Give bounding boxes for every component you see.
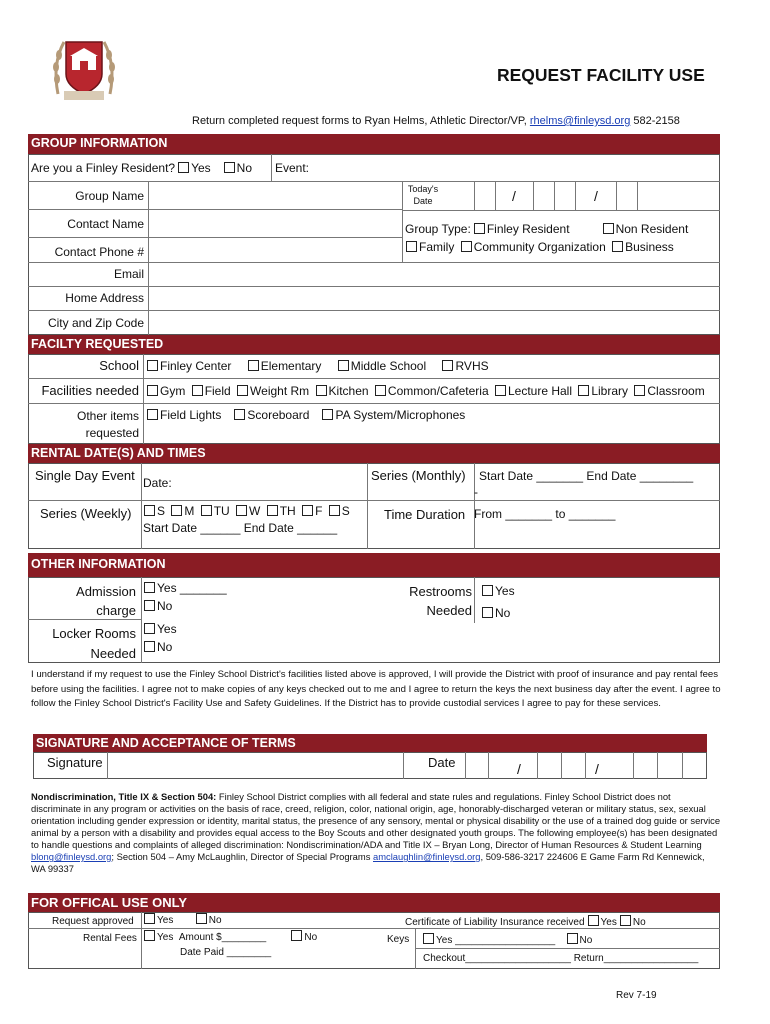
request-approved-label: Request approved: [52, 916, 134, 927]
group-name-input[interactable]: [149, 182, 402, 209]
restrooms-no: No: [479, 606, 510, 620]
series-weekly-label: Series (Weekly): [40, 506, 132, 521]
single-day-date[interactable]: Date:: [143, 476, 172, 490]
type-non-resident-checkbox[interactable]: [603, 223, 614, 234]
restrooms-yes: Yes: [479, 584, 515, 598]
resident-yes-checkbox[interactable]: [178, 162, 189, 173]
event-label: Event:: [275, 161, 310, 175]
school-options: Finley Center Elementary Middle School RVHS: [144, 359, 489, 373]
day-saturday-checkbox[interactable]: [329, 505, 340, 516]
agreement-text: I understand if my request to use the Finley School District's facilities listed above is approved, I will provide the District with proof of insurance and pay rental fees before using the facilities. I agree not to make copies of any keys checked out to me and I agree to return the keys the next business day after the event. I agree to follow the Finley School District's Facility Use and Safety Guidelines. If the District has to provide custodial services I agree to pay for these services.: [31, 669, 721, 709]
facility-cafeteria-checkbox[interactable]: [375, 385, 386, 396]
restrooms-label: Restrooms Needed: [409, 584, 472, 618]
date-paid[interactable]: Date Paid ________: [180, 947, 272, 958]
signature-date-label: Date: [428, 755, 456, 770]
section-header-other: OTHER INFORMATION: [28, 553, 720, 577]
facility-classroom-checkbox[interactable]: [634, 385, 645, 396]
rental-fees-label: Rental Fees: [83, 933, 137, 944]
contact-phone-label: Contact Phone #: [54, 245, 144, 259]
resident-question: Are you a Finley Resident? Yes No: [31, 161, 253, 175]
locker-rooms-label: Locker Rooms Needed: [52, 626, 136, 661]
contact-phone-input[interactable]: [149, 238, 402, 262]
city-zip-label: City and Zip Code: [47, 316, 144, 330]
facility-kitchen-checkbox[interactable]: [316, 385, 327, 396]
todays-date-label: Today's Date: [407, 184, 439, 206]
restrooms-no-checkbox[interactable]: [482, 607, 493, 618]
series-monthly-label: Series (Monthly): [371, 468, 466, 483]
time-from-to[interactable]: From _______ to _______: [474, 507, 616, 521]
group-type-row1: Group Type: Finley Resident Non Resident: [405, 222, 689, 236]
admission-no: No: [141, 599, 172, 613]
blong-email-link[interactable]: blong@finleysd.org: [31, 851, 112, 862]
type-finley-resident-checkbox[interactable]: [474, 223, 485, 234]
signature-label: Signature: [47, 755, 103, 770]
other-items-options: Field Lights Scoreboard PA System/Microphones: [144, 408, 465, 422]
day-thursday-checkbox[interactable]: [267, 505, 278, 516]
section-header-rental: RENTAL DATE(S) AND TIMES: [28, 444, 720, 463]
signature-input[interactable]: [108, 753, 402, 778]
facility-lecture-hall-checkbox[interactable]: [495, 385, 506, 396]
keys-yes-checkbox[interactable]: [423, 933, 434, 944]
email-input[interactable]: [149, 263, 719, 286]
facility-weight-room-checkbox[interactable]: [237, 385, 248, 396]
admission-yes-checkbox[interactable]: [144, 582, 155, 593]
day-wednesday-checkbox[interactable]: [236, 505, 247, 516]
certificate-yes-checkbox[interactable]: [588, 915, 599, 926]
email-link[interactable]: rhelms@finleysd.org: [529, 115, 631, 127]
page-title: REQUEST FACILITY USE: [497, 65, 705, 85]
email-label: Email: [113, 267, 144, 281]
keys-no-checkbox[interactable]: [567, 933, 578, 944]
sig-date-slash-1: /: [517, 761, 521, 777]
sig-date-slash-2: /: [595, 761, 599, 777]
school-elementary-checkbox[interactable]: [248, 360, 259, 371]
monthly-dash: -: [474, 485, 478, 499]
locker-no-checkbox[interactable]: [144, 641, 155, 652]
date-slash-2: /: [594, 188, 598, 204]
weekly-start-end[interactable]: Start Date ______ End Date ______: [143, 521, 338, 535]
certificate-no-checkbox[interactable]: [620, 915, 631, 926]
type-community-checkbox[interactable]: [461, 241, 472, 252]
section-header-office: FOR OFFICAL USE ONLY: [28, 893, 720, 912]
approved-no-checkbox[interactable]: [196, 913, 207, 924]
home-address-label: Home Address: [65, 291, 144, 305]
rental-fees-options: Yes Amount $________ No: [141, 930, 317, 945]
contact-name-label: Contact Name: [67, 217, 144, 231]
day-monday-checkbox[interactable]: [171, 505, 182, 516]
locker-yes-checkbox[interactable]: [144, 623, 155, 634]
approved-yes-checkbox[interactable]: [144, 913, 155, 924]
day-tuesday-checkbox[interactable]: [201, 505, 212, 516]
locker-yes: Yes: [141, 622, 177, 636]
group-type-row2: Family Community Organization Business: [403, 240, 674, 254]
school-middle-checkbox[interactable]: [338, 360, 349, 371]
amclaughlin-email-link[interactable]: amclaughlin@finleysd.org: [373, 851, 481, 862]
type-family-checkbox[interactable]: [406, 241, 417, 252]
type-business-checkbox[interactable]: [612, 241, 623, 252]
school-finley-center-checkbox[interactable]: [147, 360, 158, 371]
other-scoreboard-checkbox[interactable]: [234, 409, 245, 420]
day-sunday-checkbox[interactable]: [144, 505, 155, 516]
section-header-facility: FACILTY REQUESTED: [28, 335, 720, 354]
admission-yes: Yes _______: [141, 581, 227, 595]
locker-no: No: [141, 640, 172, 654]
admission-label: Admission charge: [76, 584, 136, 618]
certificate-label: Certificate of Liability Insurance received Yes No: [405, 917, 646, 928]
admission-no-checkbox[interactable]: [144, 600, 155, 611]
nondiscrimination-notice: Nondiscrimination, Title IX & Section 504: Finley School District complies with all federal and state rules and regulations. Finley School District does not discriminate in any program or activities on the basis of race, creed, religion, color, national origin, age, honorably-discharged veteran or military status, sex, sexual orientation including gender expression or identity, marital status, the presence of any sensory, mental or physical disability or the use of a trained dog guide or service animal by a person with a disability and provides equal access to the Boy Scouts and other designated youth groups. The following employee(s) has been designated to handle questions and complaints of alleged discrimination: Nondiscrimination/ADA and Title IX – Bryan Long, Director of Human Resources & Student Learning blong@finleysd.org; Section 504 – Amy McLaughlin, Director of Special Programs amclaughlin@finleysd.org, 509-586-3217 224606 E Game Farm Rd Kennewick, WA 99337: [31, 791, 721, 874]
home-address-input[interactable]: [149, 287, 719, 310]
facility-gym-checkbox[interactable]: [147, 385, 158, 396]
restrooms-yes-checkbox[interactable]: [482, 585, 493, 596]
fees-yes-checkbox[interactable]: [144, 930, 155, 941]
facility-library-checkbox[interactable]: [578, 385, 589, 396]
resident-no-checkbox[interactable]: [224, 162, 235, 173]
school-rvhs-checkbox[interactable]: [442, 360, 453, 371]
facilities-options: Gym Field Weight Rm Kitchen Common/Cafeteria Lecture Hall Library Classroom: [144, 384, 705, 398]
return-instructions: Return completed request forms to Ryan Helms, Athletic Director/VP, rhelms@finleysd.org 582-2158: [192, 115, 680, 127]
facilities-needed-label: Facilities needed: [41, 383, 139, 398]
other-pa-system-checkbox[interactable]: [322, 409, 333, 420]
fees-no-checkbox[interactable]: [291, 930, 302, 941]
checkout-return[interactable]: Checkout___________________ Return_________________: [423, 953, 699, 964]
monthly-start-end[interactable]: Start Date _______ End Date ________: [479, 469, 694, 483]
weekly-days: S M TU W TH F S: [141, 504, 350, 518]
section-header-signature: SIGNATURE AND ACCEPTANCE OF TERMS: [33, 734, 707, 752]
single-day-label: Single Day Event: [35, 468, 135, 483]
section-header-group: GROUP INFORMATION: [28, 134, 720, 154]
time-duration-label: Time Duration: [384, 507, 466, 522]
day-friday-checkbox[interactable]: [302, 505, 313, 516]
school-logo: [50, 34, 118, 102]
date-slash-1: /: [512, 188, 516, 204]
keys-label: Keys: [387, 934, 410, 945]
city-zip-input[interactable]: [149, 311, 719, 334]
other-items-label: Other items requested: [76, 409, 139, 440]
revision-label: Rev 7-19: [616, 990, 657, 1001]
school-label: School: [99, 358, 139, 373]
contact-name-input[interactable]: [149, 210, 402, 237]
other-field-lights-checkbox[interactable]: [147, 409, 158, 420]
keys-options: Yes __________________ No: [420, 933, 592, 948]
facility-field-checkbox[interactable]: [192, 385, 203, 396]
request-approved-options: Yes No: [141, 913, 222, 928]
group-name-label: Group Name: [75, 189, 144, 203]
